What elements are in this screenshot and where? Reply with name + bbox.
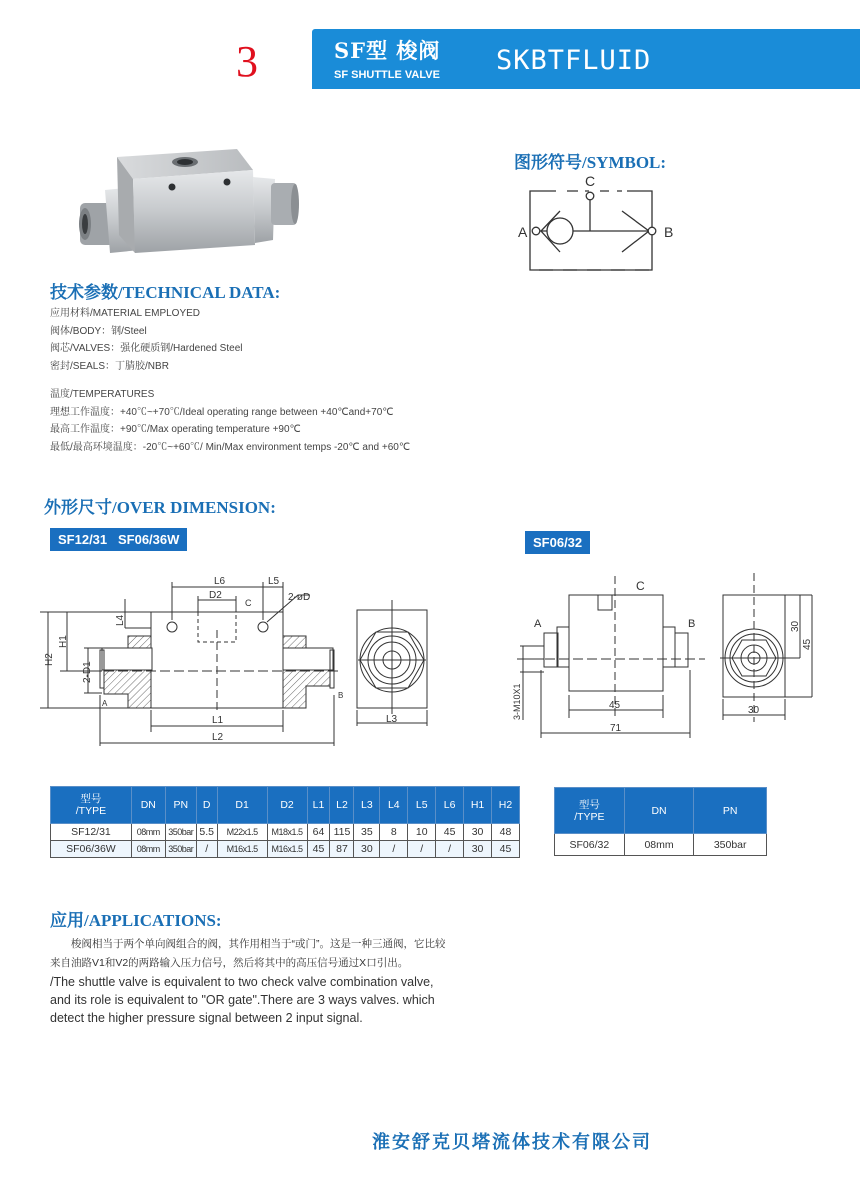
table-cell: M16x1.5 <box>267 841 307 858</box>
table-cell: M22x1.5 <box>217 824 267 841</box>
port-c-node <box>586 192 594 200</box>
table-cell: SF06/36W <box>51 841 132 858</box>
table-cell: / <box>380 841 408 858</box>
table-cell: 45 <box>307 841 330 858</box>
header-cell: D1 <box>217 787 267 824</box>
dim-label-c-right: C <box>636 579 645 593</box>
dim-label-45-height: 45 <box>802 638 813 650</box>
header-cell: L4 <box>380 787 408 824</box>
table-header-row <box>51 787 520 824</box>
dim-label-l3: L3 <box>386 714 398 725</box>
banner-title-cn: SF型 梭阀 <box>334 38 441 63</box>
header-cell: PN <box>165 787 196 824</box>
material-line: 密封/SEALS：丁腈胶/NBR <box>50 360 169 372</box>
product-photo <box>75 135 315 255</box>
dim-label-l1: L1 <box>212 715 224 726</box>
table-cell: 350bar <box>694 834 767 856</box>
table-cell: 30 <box>464 824 492 841</box>
table-header-row <box>555 788 767 834</box>
dim-label-b-right: B <box>688 618 696 630</box>
table-cell: 35 <box>354 824 380 841</box>
dim-label-30-height: 30 <box>790 620 801 632</box>
dim-label-l6: L6 <box>214 576 226 587</box>
dim-label-30-width: 30 <box>748 705 760 716</box>
table-row <box>555 834 767 856</box>
dimension-drawing-left <box>40 570 460 750</box>
header-cell: 型号 /TYPE <box>555 788 625 834</box>
spec-table-small <box>554 787 767 856</box>
table-cell: SF12/31 <box>51 824 132 841</box>
dim-label-l4: L4 <box>115 614 126 626</box>
table-cell: 08mm <box>131 824 165 841</box>
table-cell: SF06/32 <box>555 834 625 856</box>
symbol-title: 图形符号/SYMBOL: <box>514 153 667 172</box>
header-cell: L1 <box>307 787 330 824</box>
table-cell: 115 <box>330 824 354 841</box>
table-cell: 30 <box>464 841 492 858</box>
header-cell: D <box>196 787 217 824</box>
table-cell: M18x1.5 <box>267 824 307 841</box>
table-cell: 08mm <box>131 841 165 858</box>
port-a-node <box>532 227 540 235</box>
dimension-title: 外形尺寸/OVER DIMENSION: <box>44 498 276 517</box>
title-banner <box>312 29 860 89</box>
model-tag-left: SF12/31 SF06/36W <box>50 528 187 551</box>
table-cell: / <box>436 841 464 858</box>
valve-symbol-diagram <box>505 170 685 280</box>
symbol-port-c: C <box>585 173 596 189</box>
table-cell: / <box>196 841 217 858</box>
table-cell: 45 <box>492 841 520 858</box>
material-line: 阀芯/VALVES：强化硬质钢/Hardened Steel <box>50 343 243 354</box>
header-cell: DN <box>131 787 165 824</box>
header-cell: L3 <box>354 787 380 824</box>
dim-label-d2: D2 <box>209 590 222 601</box>
dim-label-l5: L5 <box>268 576 280 587</box>
table-cell: 10 <box>408 824 436 841</box>
valve-body-outline-right <box>569 595 663 691</box>
table-cell: 350bar <box>165 824 196 841</box>
check-ball <box>547 218 573 244</box>
header-cell: D2 <box>267 787 307 824</box>
dim-label-h2: H2 <box>44 653 55 666</box>
header-cell: L2 <box>330 787 354 824</box>
table-cell: 8 <box>380 824 408 841</box>
table-cell: 5.5 <box>196 824 217 841</box>
header-cell: PN <box>694 788 767 834</box>
material-line: 阀体/BODY：钢/Steel <box>50 325 147 337</box>
header-cell: H2 <box>492 787 520 824</box>
dim-label-d: 2-øD <box>288 592 311 603</box>
applications-text <box>50 935 450 1027</box>
dim-label-d1: 2-D1 <box>82 661 93 683</box>
table-row <box>51 841 520 858</box>
dimension-drawing-right <box>500 570 840 740</box>
table-cell: M16x1.5 <box>217 841 267 858</box>
technical-data-title: 技术参数/TECHNICAL DATA: <box>50 283 281 302</box>
applications-title: 应用/APPLICATIONS: <box>50 911 222 930</box>
material-line: 应用材料/MATERIAL EMPLOYED <box>50 308 201 319</box>
dim-label-71-width: 71 <box>610 723 622 734</box>
header-cell: DN <box>624 788 694 834</box>
header-cell: H1 <box>464 787 492 824</box>
applications-text-cn: 梭阀相当于两个单向阀组合的阀，其作用相当于“或门”。这是一种三通阀，它比较来自油路V1和V2的两路输入压力信号，然后将其中的高压信号通过X口引出。 <box>50 938 446 969</box>
dim-label-thread: 3-M10X1 <box>512 683 522 720</box>
brand-name: SKBTFLUID <box>496 45 652 76</box>
header-cell: L5 <box>408 787 436 824</box>
side-view-left <box>357 600 427 726</box>
dim-label-h1: H1 <box>58 635 69 648</box>
table-cell: 08mm <box>624 834 694 856</box>
table-cell: / <box>408 841 436 858</box>
port-b-node <box>648 227 656 235</box>
applications-text-en: /The shuttle valve is equivalent to two check valve combination valve, and its role is equivalent to "OR gate".There are 3 ways valves. which detect the higher pressure signal between 2 input signal. <box>50 975 435 1025</box>
dim-label-b: B <box>338 691 344 700</box>
technical-data-list <box>50 305 410 456</box>
dim-label-l2: L2 <box>212 732 224 743</box>
banner-title-en: SF SHUTTLE VALVE <box>334 69 440 81</box>
dim-label-a: A <box>102 699 108 708</box>
table-cell: 45 <box>436 824 464 841</box>
header-cell: L6 <box>436 787 464 824</box>
spec-table-main <box>50 786 520 858</box>
table-cell: 87 <box>330 841 354 858</box>
symbol-port-a: A <box>518 224 528 240</box>
table-cell: 350bar <box>165 841 196 858</box>
temperature-line: 最低/最高环境温度：-20℃~+60℃/ Min/Max environment temps -20℃ and +60℃ <box>50 441 411 453</box>
temperature-line: 最高工作温度：+90℃/Max operating temperature +90℃ <box>50 424 301 435</box>
header-cell: 型号 /TYPE <box>51 787 132 824</box>
model-tag-right: SF06/32 <box>525 531 590 554</box>
table-cell: 64 <box>307 824 330 841</box>
company-name: 淮安舒克贝塔流体技术有限公司 <box>372 1132 652 1153</box>
temperature-line: 理想工作温度：+40℃~+70℃/Ideal operating range between +40℃and+70℃ <box>50 406 394 418</box>
table-cell: 48 <box>492 824 520 841</box>
dim-label-45-width: 45 <box>609 700 621 711</box>
table-cell: 30 <box>354 841 380 858</box>
symbol-port-b: B <box>664 224 674 240</box>
dim-label-a-right: A <box>534 618 542 630</box>
temperature-line: 温度/TEMPERATURES <box>50 389 155 400</box>
page-number: 3 <box>236 37 258 86</box>
table-row <box>51 824 520 841</box>
dim-label-c: C <box>245 598 252 608</box>
